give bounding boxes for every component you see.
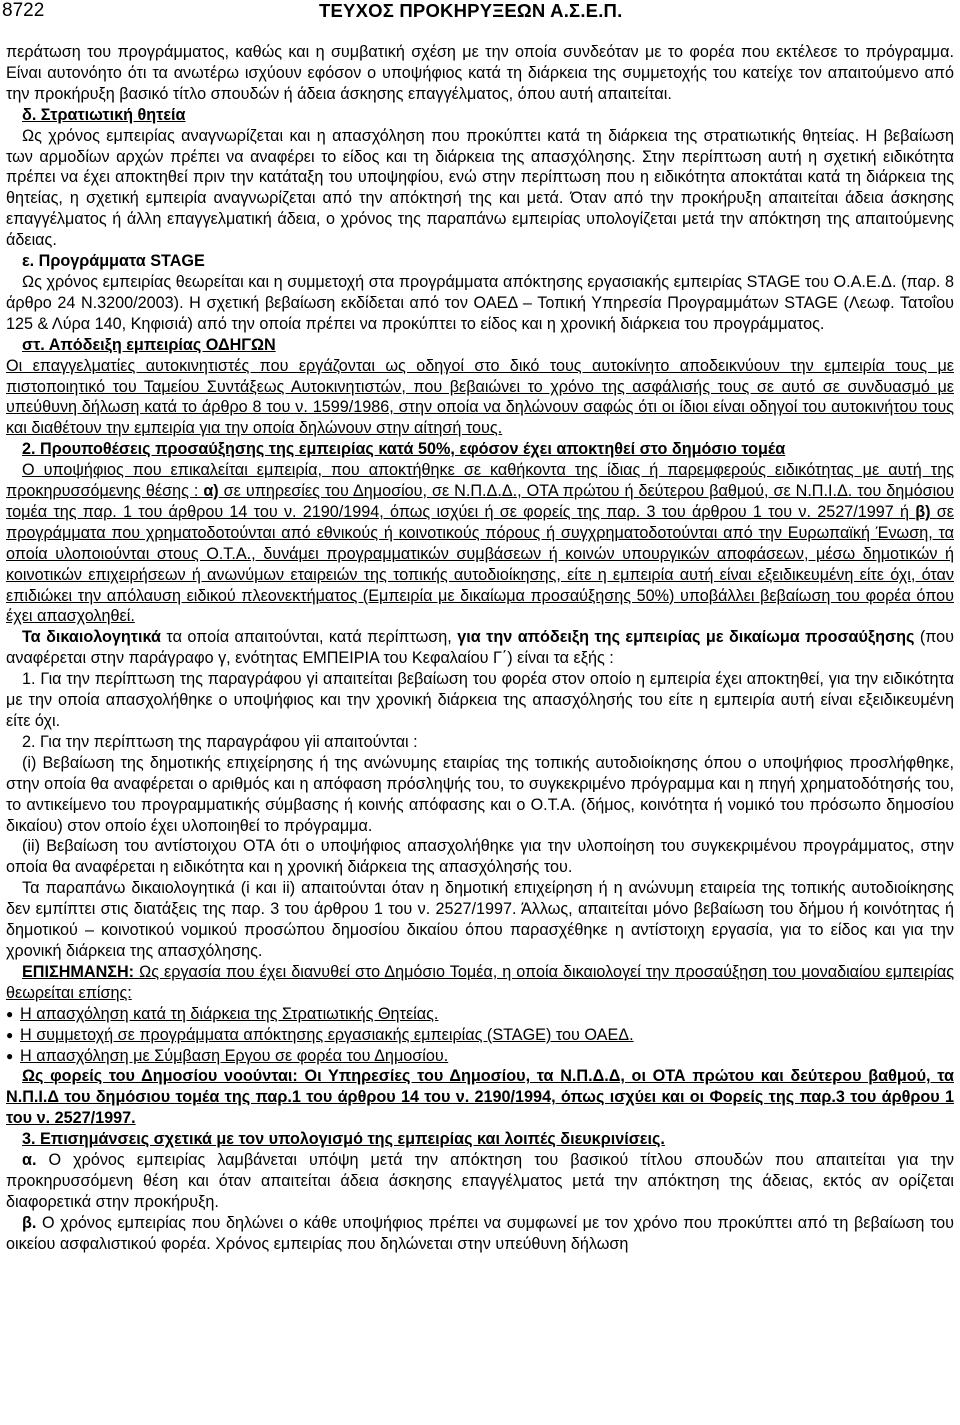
section-e-heading: ε. Προγράμματα STAGE [22,252,205,271]
documents-intro: Τα δικαιολογητικά τα οποία απαιτούνται, κατά περίπτωση, για την απόδειξη της εμπειρίας με δικαίωμα προσαύξησης (που αναφέρεται στην παράγραφο γ, ενότητας ΕΜΠΕΙΡΙΑ του Κεφαλαίου Γ΄) είναι τα εξής : [6,628,955,668]
section-e-body: Ως χρόνος εμπειρίας θεωρείται και η συμμετοχή στα προγράμματα απόκτησης εργασιακής εμπειρίας STAGE του Ο.Α.Ε.Δ. (παρ. 8 άρθρο 24 Ν.3200/2003). Η σχετική βεβαίωση εκδίδεται από τον ΟΑΕΔ – Τοπική Υπηρεσία Προγραμμάτων STAGE (Λεωφ. Τατοΐου 125 & Λύρα 140, Κηφισιά) από την οποία πρέπει να προκύπτει το είδος και η χρονική διάρκεια του προγράμματος. [6,272,954,333]
section-3-b: β. Ο χρόνος εμπειρίας που δηλώνει ο κάθε υποψήφιος πρέπει να συμφωνεί με τον χρόνο που προκύπτει από τη βεβαίωση του οικείου ασφαλιστικού φορέα. Χρόνος εμπειρίας που δηλώνεται στην υπεύθυνη δήλωση [6,1213,955,1253]
notice-paragraph: ΕΠΙΣΗΜΑΝΣΗ: Ως εργασία που έχει διανυθεί στο Δημόσιο Τομέα, η οποία δικαιολογεί την προσαύξηση του μοναδιαίου εμπειρίας θεωρείται επίσης: [6,962,955,1002]
section-st-body: Οι επαγγελματίες αυτοκινητιστές που εργάζονται ως οδηγοί στο δικό τους αυτοκίνητο αποδεικνύουν την εμπειρία τους με πιστοποιητικό του Ταμείου Συντάξεως Αυτοκινητιστών, που βεβαιώνει το χρόνο της ασφάλισής τους σε αυτό σε συνδυασμό με υπεύθυνη δήλωση κατά το άρθρο 8 του ν. 1599/1986, στην οποία να δηλώνουν σαφώς ότι οι ίδιοι είναι οδηγοί του αυτοκινήτου τους και διαθέτουν την εμπειρία για την οποία δηλώνουν στην αίτησή τους. [6,356,954,438]
documents-note: Τα παραπάνω δικαιολογητικά (i και ii) απαιτούνται όταν η δημοτική επιχείρηση ή η ανώνυμη εταιρεία της τοπικής αυτοδιοίκησης δεν εμπίπτει στις διατάξεις της παρ. 3 του άρθρου 1 του ν. 2527/1997. Άλλως, απαιτείται μόνο βεβαίωση του δήμου ή κοινότητας ή δημοτικού – κοινοτικού νομικού προσώπου δημοσίου δικαίου όπου παρασχέθηκε η αντίστοιχη εργασία, για το είδος και για την χρονική διάρκεια της απασχόλησης. [6,879,954,960]
bullet-item: ● Η απασχόληση με Σύμβαση Εργου σε φορέα του Δημοσίου. [6,1046,449,1065]
page-header [2,0,952,22]
section-st-heading: στ. Απόδειξη εμπειρίας ΟΔΗΓΩΝ [22,335,276,354]
bullet-icon: ● [6,1048,14,1063]
bullet-icon: ● [6,1027,14,1042]
documents-item-2: 2. Για την περίπτωση της παραγράφου γii απαιτούνται : [22,732,418,751]
bullet-item: ● Η συμμετοχή σε προγράμματα απόκτησης εργασιακής εμπειρίας (STAGE) του ΟΑΕΔ. [6,1025,634,1044]
publication-title: ΤΕΥΧΟΣ ΠΡΟΚΗΡΥΞΕΩΝ Α.Σ.Ε.Π. [319,0,623,21]
documents-item-2-i: (i) Βεβαίωση της δημοτικής επιχείρησης ή της ανώνυμης εταιρίας της τοπικής αυτοδιοίκησης όπου ο υποψήφιος προσλήφθηκε, στην οποία θα αναφέρεται ο αριθμός και η απόφαση πρόσληψής του, το συγκεκριμένο πρόγραμμα και η πηγή χρηματοδότησής του, το αντικείμενο του προγραμματικής σύμβασης ή κοινής απόφασης και ο Ο.Τ.Α. (δήμος, κοινότητα ή νομικό του πρόσωπο δημοσίου δικαίου) στον οποίο έχει υλοποιηθεί το πρόγραμμα. [6,753,954,835]
section-2-body: Ο υποψήφιος που επικαλείται εμπειρία, που αποκτήθηκε σε καθήκοντα της ίδιας ή παρεμφερούς ειδικότητας με αυτή της προκηρυσσόμενης θέσης : α) σε υπηρεσίες του Δημοσίου, σε Ν.Π.Δ.Δ., ΟΤΑ πρώτου ή δεύτερου βαθμού, σε Ν.Π.Ι.Δ. του δημόσιου τομέα της παρ. 1 του άρθρου 14 του ν. 2190/1994, όπως ισχύει ή σε φορείς της παρ. 3 του άρθρου 1 του ν. 2527/1997 ή β) σε προγράμματα που χρηματοδοτούνται από εθνικούς ή κοινοτικούς πόρους ή συγχρηματοδοτούνται από την Ευρωπαϊκή Ένωση, τα οποία υλοποιούνται στους Ο.Τ.Α., δυνάμει προγραμματικών συμβάσεων ή κοινών υπουργικών αποφάσεων, μέσω δημοτικών ή κοινοτικών επιχειρήσεων ή ανωνύμων εταιρειών της τοπικής αυτοδιοίκησης, είτε η εμπειρία αυτή είναι εξειδικευμένη είτε όχι, όταν επιδιώκει την απόλαυση ειδικού πλεονεκτήματος (Εμπειρία με δικαίωμα προσαύξησης 50%) υποβάλλει βεβαίωση του φορέα όπου έχει απασχοληθεί. [6,461,955,626]
documents-item-1: 1. Για την περίπτωση της παραγράφου γi απαιτείται βεβαίωση του φορέα στον οποίο η εμπειρία έχει αποκτηθεί, για την ειδικότητα με την οποία απασχολήθηκε ο υποψήφιος και την χρονική διάρκεια της απασχόλησής του είτε η εμπειρία αυτή είναι εξειδικευμένη είτε όχι. [6,670,954,730]
document-body [6,42,954,1255]
paragraph-continuation: περάτωση του προγράμματος, καθώς και η συμβατική σχέση με την οποία συνδεόταν με το φορέα που εκτέλεσε το πρόγραμμα. Είναι αυτονόητο ότι τα ανωτέρω ισχύουν εφόσον ο υποψήφιος κατά τη διάρκεια της συμμετοχής του κατείχε τον απαιτούμενο από την προκήρυξη βασικό τίτλο σπουδών ή άδεια άσκησης επαγγέλματος, όπου αυτή απαιτείται. [6,43,954,103]
bullet-item: ● Η απασχόληση κατά τη διάρκεια της Στρατιωτικής Θητείας. [6,1004,439,1023]
section-3-a: α. Ο χρόνος εμπειρίας λαμβάνεται υπόψη μετά την απόκτηση του βασικού τίτλου σπουδών που απαιτείται για την προκηρυσσόμενη θέση και όταν απαιτείται άδεια άσκησης επαγγέλματος μετά την απόκτηση της άδειας, εκτός αν ορίζεται διαφορετικά στην προκήρυξη. [6,1151,955,1211]
section-2-heading: 2. Προυποθέσεις προσαύξησης της εμπειρίας κατά 50%, εφόσον έχει αποκτηθεί στο δημόσιο τομέα [22,440,786,459]
section-d-heading: δ. Στρατιωτική θητεία [22,105,186,124]
section-d-body: Ως χρόνος εμπειρίας αναγνωρίζεται και η απασχόληση που προκύπτει κατά τη διάρκεια της στρατιωτικής θητείας. Η βεβαίωση των αρμοδίων αρχών πρέπει να αναφέρει το είδος και τη διάρκεια της απασχόλησης. Στην περίπτωση αυτή η σχετική ειδικότητα πρέπει να έχει αποκτηθεί πριν την κατάταξη του υποψηφίου, ενώ στην περίπτωση που η ειδικότητα αποκτάται κατά τη διάρκεια της θητείας, η σχετική εμπειρία αναγνωρίζεται από την απόκτησή της και μετά. Όταν από την προκήρυξη απαιτείται άδεια άσκησης επαγγέλματος ή άλλη επαγγελματική άδεια, ο χρόνος της παραπάνω εμπειρίας υπολογίζεται μετά την απόκτηση της απαιτούμενης άδειας. [6,126,954,250]
bullet-icon: ● [6,1006,14,1021]
section-3-heading: 3. Επισημάνσεις σχετικά με τον υπολογισμό της εμπειρίας και λοιπές διευκρινίσεις. [22,1130,665,1149]
documents-item-2-ii: (ii) Βεβαίωση του αντίστοιχου ΟΤΑ ότι ο υποψήφιος απασχολήθηκε για την υλοποίηση του συγκεκριμένου προγράμματος, στην οποία θα αναφέρεται η ειδικότητα και η χρονική διάρκεια της απασχόλησής του. [6,837,954,877]
page-number: 8722 [2,0,45,21]
public-bodies-definition: Ως φορείς του Δημοσίου νοούνται: Οι Υπηρεσίες του Δημοσίου, τα Ν.Π.Δ.Δ, οι ΟΤΑ πρώτου και δεύτερου βαθμού, τα Ν.Π.Ι.Δ του δημόσιου τομέα της παρ.1 του άρθρου 14 του ν. 2190/1994, όπως ισχύει και οι Φορείς της παρ.3 του άρθρου 1 του ν. 2527/1997. [6,1067,954,1128]
